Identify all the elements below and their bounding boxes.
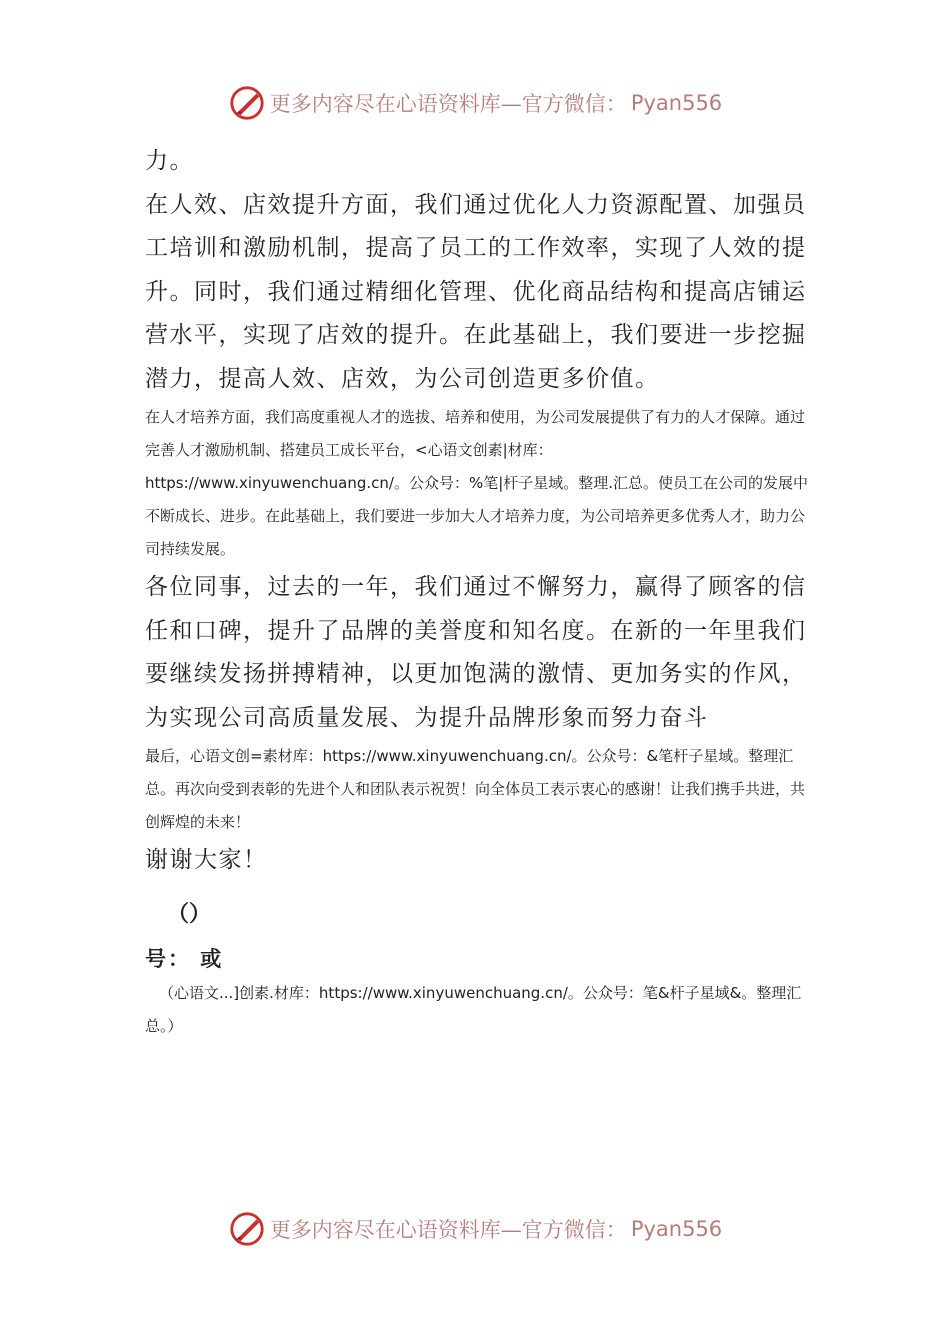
paragraph-continuation: 力。 <box>145 148 194 174</box>
paragraph-talent: 在人才培养方面，我们高度重视人才的选拔、培养和使用，为公司发展提供了有力的人才保障。通过完善人才激励机制、搭建员工成长平台，<心语文创素|材库：https://www.xinyuwenchuang.cn/。公众号：%笔|杆子星域。整理.汇总。使员工在公司的发展中不断成长、进步。在此基础上，我们要进一步加大人才培养力度，为公司培养更多优秀人才，助力公司持续发展。 <box>145 408 809 558</box>
paragraph-colleagues: 各位同事，过去的一年，我们通过不懈努力，赢得了顾客的信任和口碑，提升了品牌的美誉度和知名度。在新的一年里我们要继续发扬拼搏精神，以更加饱满的激情、更加务实的作风，为实现公司高质量发展、为提升品牌形象而努力奋斗 <box>145 574 807 731</box>
section-subhead: 号： 或 <box>145 945 224 971</box>
header-watermark <box>0 84 950 122</box>
watermark-account: Pyan556 <box>630 1217 723 1241</box>
paragraph-source-note: （心语文...]创素.材库：https://www.xinyuwenchuang.cn/。公众号：笔&杆子星域&。整理汇总。） <box>145 983 802 1035</box>
watermark-text: 更多内容尽在心语资料库—官方微信： <box>269 1218 627 1242</box>
watermark-text: 更多内容尽在心语资料库—官方微信： <box>269 92 627 116</box>
pen-logo-icon <box>228 1210 266 1248</box>
paragraph-thanks: 谢谢大家！ <box>145 847 268 873</box>
paragraph-efficiency: 在人效、店效提升方面，我们通过优化人力资源配置、加强员工培训和激励机制，提高了员工的工作效率，实现了人效的提升。同时，我们通过精细化管理、优化商品结构和提高店铺运营水平，实现了店效的提升。在此基础上，我们要进一步挖掘潜力，提高人效、店效，为公司创造更多价值。 <box>145 191 807 392</box>
section-title: （） <box>167 901 212 927</box>
watermark-account: Pyan556 <box>630 91 723 115</box>
paragraph-closing: 最后，心语文创=素材库：https://www.xinyuwenchuang.cn/。公众号：&笔杆子星域。整理汇总。再次向受到表彰的先进个人和团队表示祝贺！向全体员工表示衷心的感谢！让我们携手共进，共创辉煌的未来！ <box>145 747 806 831</box>
footer-watermark <box>0 1210 950 1248</box>
document-body <box>145 140 810 1043</box>
pen-logo-icon <box>228 84 266 122</box>
